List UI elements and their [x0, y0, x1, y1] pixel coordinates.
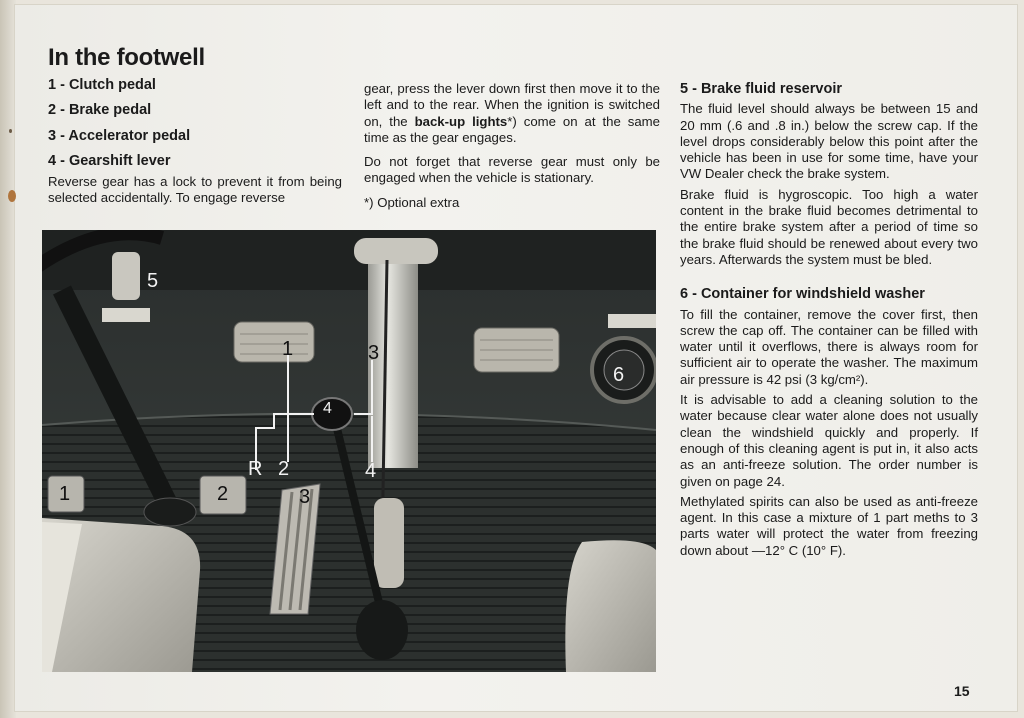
column-3 [680, 81, 978, 563]
page-number: 15 [954, 683, 970, 699]
label-3-accelerator: 3 [299, 486, 311, 508]
brake-fluid-paragraph-1: The fluid level should always be between 15 and 20 mm (.6 and .8 in.) below the screw cap. If the level drops considerably below this point after the vehicle has been in use for some time, have your VW Dealer check the brake system. [680, 101, 978, 182]
reverse-warning-paragraph: Do not forget that reverse gear must only be engaged when the vehicle is stationary. [364, 154, 660, 186]
washer-paragraph-1: To fill the container, remove the cover first, then screw the cap off. The container can be filled with water until it overflows, there is always room for sufficient air to operate the washer. The maximum air pressure is 42 psi (3 kg/cm²). [680, 306, 978, 387]
label-6: 6 [613, 364, 625, 386]
item-gearshift-lever: 4 - Gearshift lever [48, 153, 171, 169]
binding-hole [8, 190, 16, 202]
label-5: 5 [147, 270, 159, 292]
reverse-gear-text: Reverse gear has a lock to prevent it from being selected accidentally. To engage reverse [48, 174, 342, 206]
handbrake-boot [374, 498, 404, 588]
label-2-brake: 2 [217, 483, 229, 505]
left-vent [234, 322, 314, 362]
washer-paragraph-2: It is advisable to add a cleaning solution to the water because clear water alone does not usually clean the windshield quickly and properly. If enough of this cleaning agent is put in, it also acts as an anti-freeze solution. The order number is given on page 24. [680, 392, 978, 489]
item-brake-pedal: 2 - Brake pedal [48, 102, 152, 118]
binding-mark [9, 129, 12, 133]
brake-fluid-reservoir [112, 252, 140, 300]
column-2 [364, 81, 660, 219]
label-1-pointer: 1 [282, 338, 294, 360]
passenger-seat [565, 540, 656, 672]
heading-washer-container: 6 - Container for windshield washer [680, 286, 925, 303]
label-1-clutch: 1 [59, 483, 71, 505]
label-3-pointer: 3 [368, 342, 380, 364]
brake-fluid-paragraph-2: Brake fluid is hygroscopic. Too high a water content in the brake fluid becomes detrimental to the entire brake system after a period of time so the brake fluid should be renewed about every two years. Afterwards the system must be bled. [680, 186, 978, 267]
label-4-knob: 4 [323, 400, 332, 417]
reverse-gear-paragraph: gear, press the lever down first then move it to the left and to the rear. When the ignition is switched on, the back-up lights*) come on at the same time as the gear engages. [364, 81, 661, 145]
item-clutch-pedal: 1 - Clutch pedal [48, 77, 156, 93]
washer-paragraph-3: Methylated spirits can also be used as anti-freeze agent. In this case a mixture of 1 part meths to 3 parts water will protect the water from freezing down about —12° C (10° F). [680, 493, 978, 558]
gearshift-boot [356, 600, 408, 660]
back-up-lights-bold: back-up lights [414, 113, 508, 129]
item-accelerator-pedal: 3 - Accelerator pedal [48, 128, 191, 144]
label-4-shift: 4 [365, 460, 377, 482]
page-title: In the footwell [48, 44, 205, 71]
footwell-photo [42, 230, 656, 672]
footnote: *) Optional extra [364, 194, 460, 210]
heading-brake-fluid: 5 - Brake fluid reservoir [680, 81, 842, 97]
label-2-shift: 2 [278, 458, 290, 480]
gearshift-knob [312, 398, 352, 430]
footwell-illustration [42, 230, 656, 672]
label-reverse: R [248, 458, 263, 480]
